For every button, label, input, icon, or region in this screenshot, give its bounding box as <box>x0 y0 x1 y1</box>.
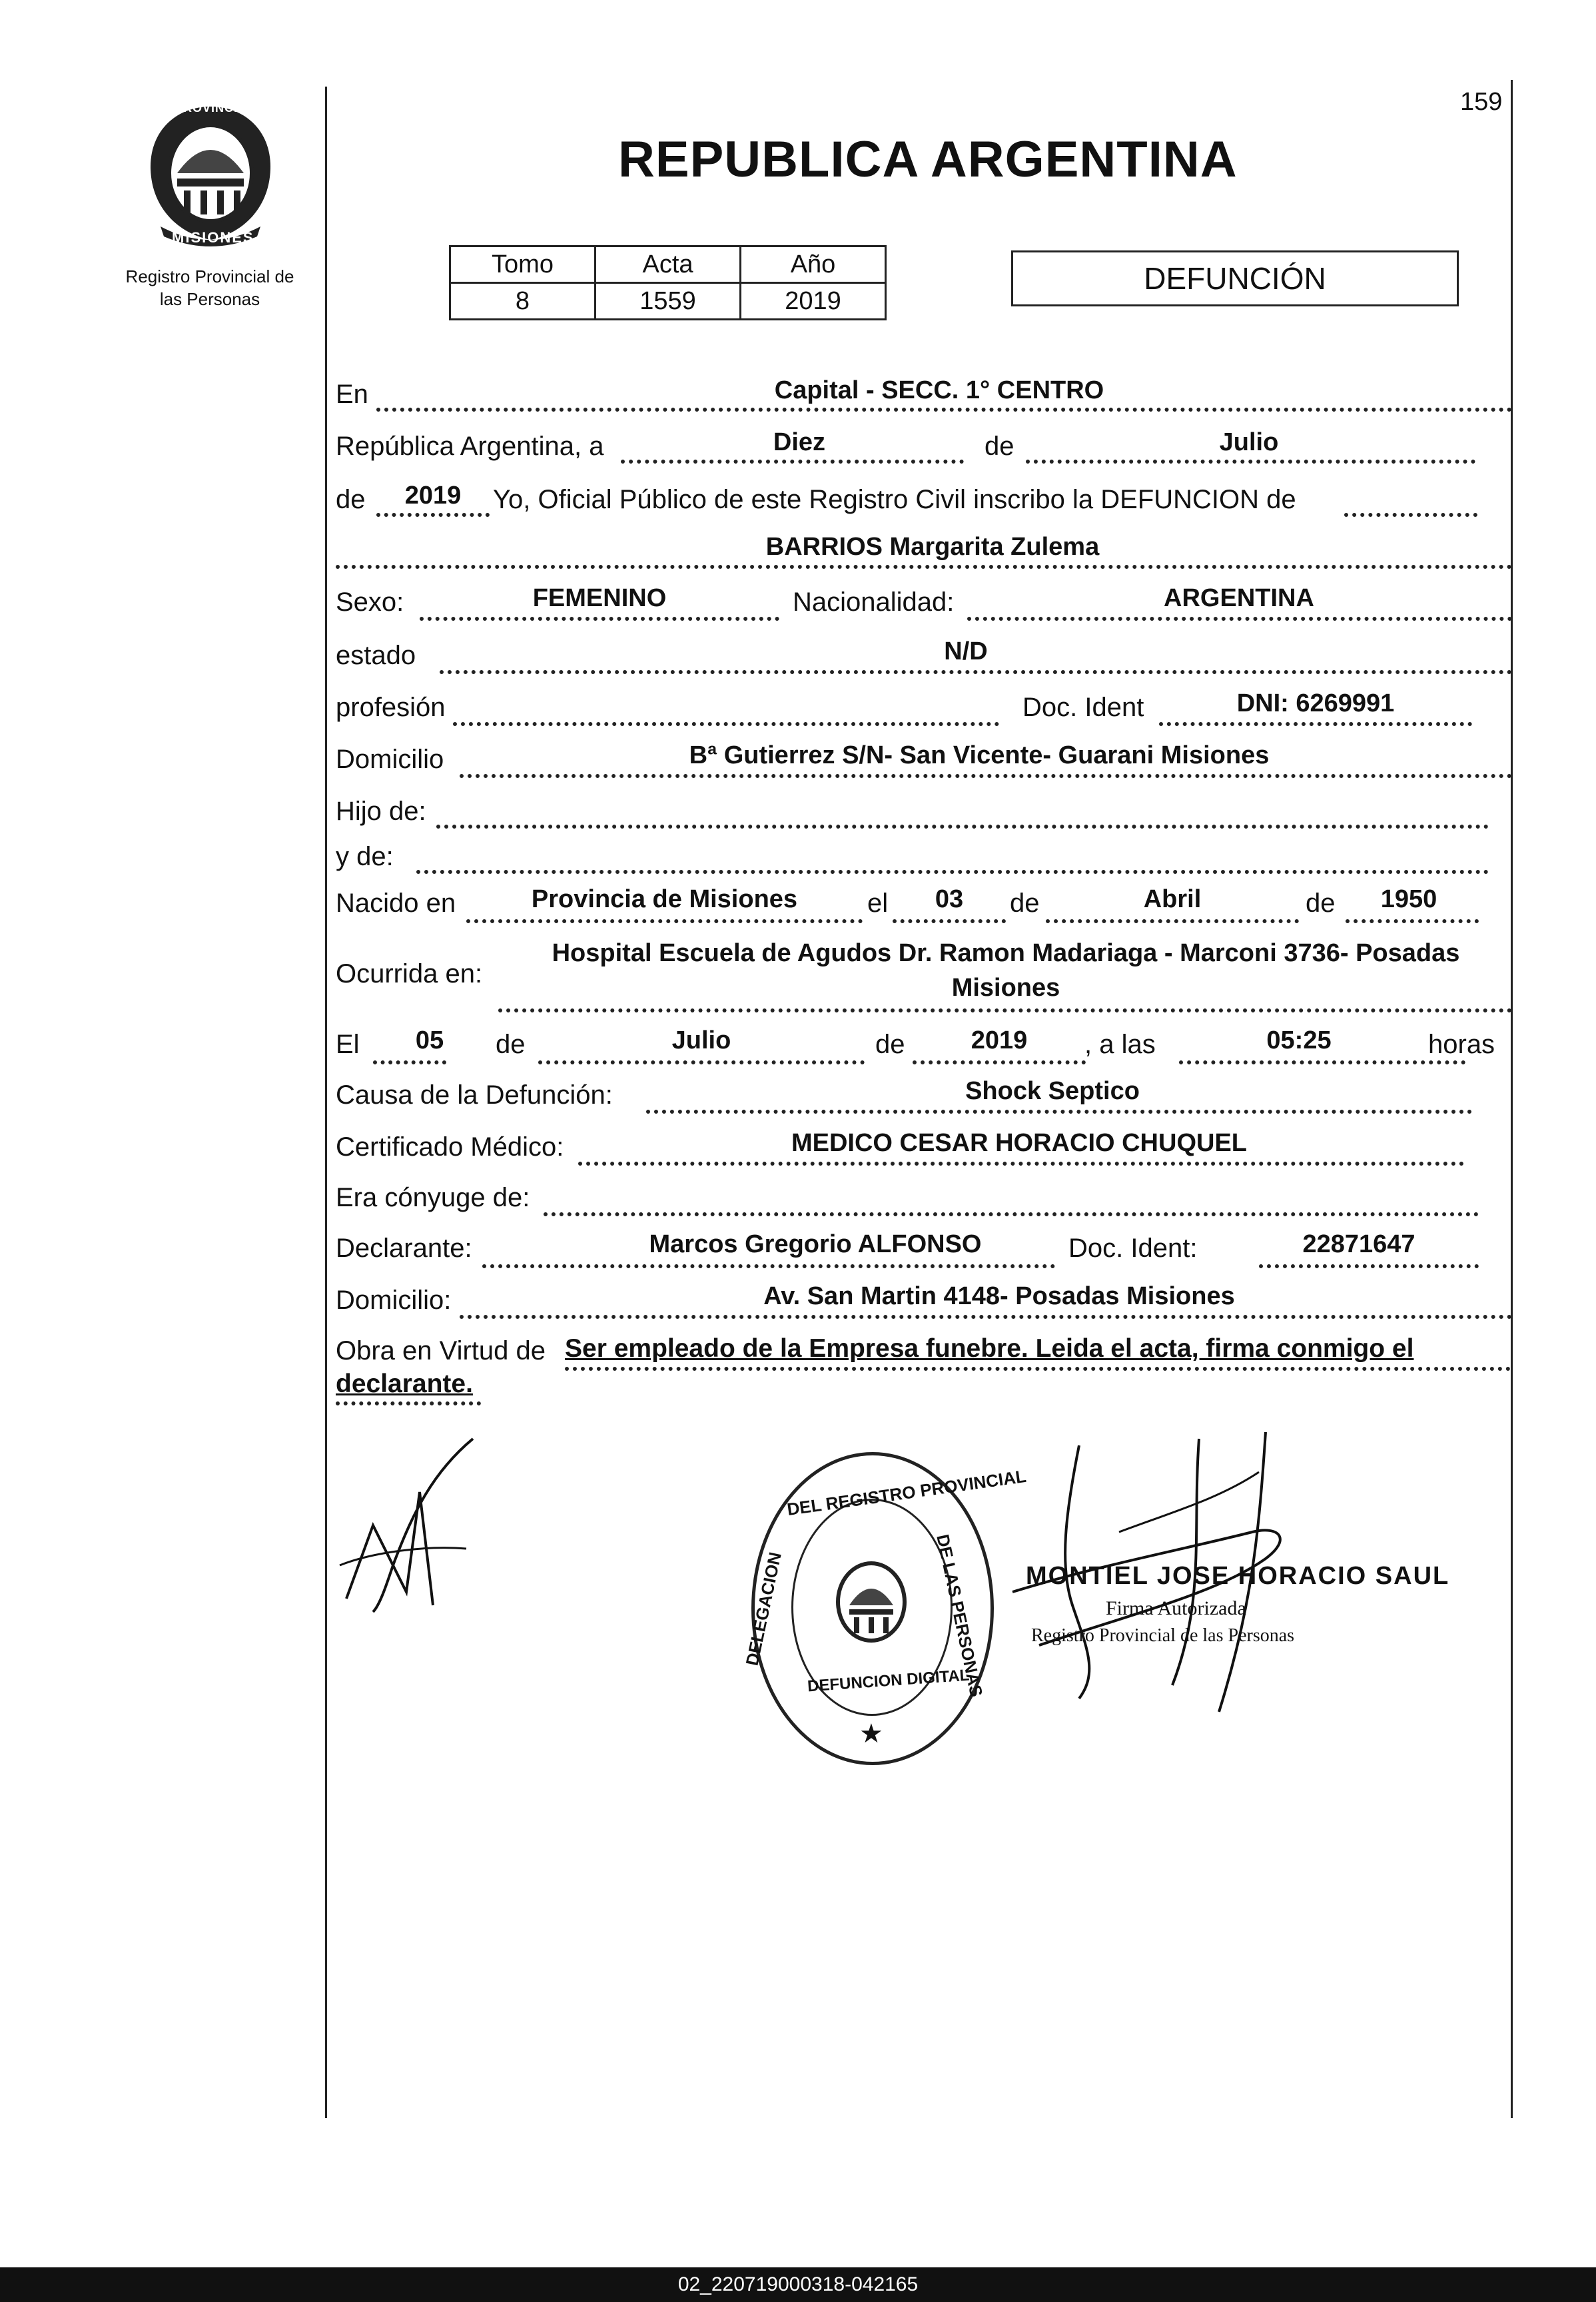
death-time-value: 05:25 <box>1266 1026 1332 1054</box>
obra-line2: declarante. <box>336 1369 473 1398</box>
dotted-line <box>578 1162 1464 1166</box>
dotted-line <box>967 617 1512 621</box>
record-table <box>449 245 887 320</box>
anio-header: Año <box>741 246 886 283</box>
dotted-line <box>336 1401 481 1405</box>
dotted-line <box>1179 1060 1465 1064</box>
el-label: el <box>867 889 889 918</box>
yde-label: y de: <box>336 842 394 871</box>
declarante-label: Declarante: <box>336 1234 472 1263</box>
dotted-line <box>466 919 863 923</box>
logo-top-text: PROVINCIA DE <box>175 101 269 115</box>
horas-label: horas <box>1428 1030 1495 1059</box>
stamp-emblem-icon <box>833 1559 910 1645</box>
causa-value: Shock Septico <box>965 1077 1140 1105</box>
dotted-line <box>1159 722 1472 726</box>
stamp-left-text: DELEGACION <box>741 1550 785 1668</box>
certificado-value: MEDICO CESAR HORACIO CHUQUEL <box>791 1129 1248 1157</box>
nacionalidad-value: ARGENTINA <box>1164 584 1314 612</box>
dotted-line <box>1026 460 1475 464</box>
dotted-line <box>436 825 1489 829</box>
official-name: MONTIEL JOSE HORACIO SAUL <box>1026 1562 1450 1590</box>
dotted-line <box>420 617 779 621</box>
stamp-star-icon: ★ <box>859 1719 883 1748</box>
dotted-line <box>376 513 490 517</box>
ocurrida-line1: Hospital Escuela de Agudos Dr. Ramon Madariaga - Marconi 3736- Posadas <box>552 939 1460 967</box>
de-label: de <box>875 1030 905 1059</box>
ocurrida-line2: Misiones <box>951 974 1060 1002</box>
certificado-label: Certificado Médico: <box>336 1132 564 1162</box>
doc-ident-label: Doc. Ident <box>1022 693 1144 722</box>
de-label: de <box>496 1030 526 1059</box>
birthplace-value: Provincia de Misiones <box>531 885 798 913</box>
de-label: de <box>1306 889 1336 918</box>
ocurrida-label: Ocurrida en: <box>336 959 483 988</box>
stamp-right-text: DE LAS PERSONAS <box>933 1532 987 1699</box>
sexo-label: Sexo: <box>336 587 404 617</box>
death-month-value: Julio <box>671 1026 731 1054</box>
alas-label: , a las <box>1084 1030 1156 1059</box>
sexo-value: FEMENINO <box>532 584 667 612</box>
doc2-label: Doc. Ident: <box>1068 1234 1198 1263</box>
stamp-inner-text: DEFUNCION DIGITAL <box>807 1666 971 1696</box>
dotted-line <box>893 919 1006 923</box>
dotted-line <box>646 1110 1472 1114</box>
declarante-value: Marcos Gregorio ALFONSO <box>649 1230 982 1258</box>
official-title: Firma Autorizada <box>1106 1597 1246 1619</box>
statement-text: Yo, Oficial Público de este Registro Civil inscribo la DEFUNCION de <box>493 485 1296 514</box>
dotted-line <box>376 408 1512 412</box>
month-record-value: Julio <box>1219 428 1279 456</box>
dotted-line <box>460 774 1512 778</box>
anio-value: 2019 <box>741 283 886 320</box>
dotted-line <box>453 722 999 726</box>
dotted-line <box>538 1060 865 1064</box>
obra-label: Obra en Virtud de <box>336 1336 546 1365</box>
el2-label: El <box>336 1030 360 1059</box>
obra-line1: Ser empleado de la Empresa funebre. Leida el acta, firma conmigo el <box>565 1334 1414 1363</box>
place-value: Capital - SECC. 1° CENTRO <box>774 376 1104 404</box>
hijo-label: Hijo de: <box>336 797 426 826</box>
conyuge-label: Era cónyuge de: <box>336 1183 530 1212</box>
official-registry: Registro Provincial de las Personas <box>1031 1625 1295 1646</box>
dotted-line <box>440 670 1512 674</box>
nacido-label: Nacido en <box>336 889 456 918</box>
left-margin-line <box>325 87 327 2118</box>
death-year-value: 2019 <box>971 1026 1028 1054</box>
birth-month-value: Abril <box>1143 885 1202 913</box>
estado-label: estado <box>336 641 416 670</box>
document-type: DEFUNCIÓN <box>1011 250 1459 306</box>
tomo-header: Tomo <box>450 246 596 283</box>
nacionalidad-label: Nacionalidad: <box>793 587 955 617</box>
birth-year-value: 1950 <box>1380 885 1437 913</box>
year-record-value: 2019 <box>404 482 462 510</box>
domicilio-label: Domicilio <box>336 745 444 774</box>
dotted-line <box>416 870 1489 874</box>
deceased-name-value: BARRIOS Margarita Zulema <box>765 533 1100 561</box>
dotted-line <box>565 1367 1511 1371</box>
dotted-line <box>621 460 964 464</box>
de-label: de <box>1010 889 1040 918</box>
declarant-signature-icon <box>333 1432 493 1619</box>
dotted-line <box>1344 513 1477 517</box>
de-label: de <box>985 432 1014 461</box>
dotted-line <box>1259 1264 1479 1268</box>
page-title: REPUBLICA ARGENTINA <box>618 131 1238 188</box>
stamp-top-text: DEL REGISTRO PROVINCIAL <box>785 1465 1028 1520</box>
doc2-value: 22871647 <box>1302 1230 1415 1258</box>
dotted-line <box>482 1264 1055 1268</box>
domicilio-value: Bª Gutierrez S/N- San Vicente- Guarani Misiones <box>689 741 1270 769</box>
dotted-line <box>460 1315 1512 1319</box>
dotted-line <box>1346 919 1479 923</box>
estado-value: N/D <box>944 637 988 665</box>
right-margin-line <box>1511 80 1513 2118</box>
profesion-label: profesión <box>336 693 446 722</box>
dotted-line <box>913 1060 1086 1064</box>
dotted-line <box>336 565 1512 569</box>
acta-value: 1559 <box>596 283 741 320</box>
tomo-value: 8 <box>450 283 596 320</box>
day-words-value: Diez <box>773 428 826 456</box>
page-number: 159 <box>1460 88 1503 116</box>
logo-bottom-text: MISIONES <box>172 229 254 246</box>
dotted-line <box>498 1008 1512 1012</box>
domicilio2-label: Domicilio: <box>336 1286 452 1315</box>
registry-caption: Registro Provincial de las Personas <box>125 266 294 309</box>
footer-code: 02_220719000318-042165 <box>0 2267 1596 2302</box>
en-label: En <box>336 380 368 409</box>
causa-label: Causa de la Defunción: <box>336 1080 613 1110</box>
domicilio2-value: Av. San Martin 4148- Posadas Misiones <box>763 1282 1235 1310</box>
acta-header: Acta <box>596 246 741 283</box>
dotted-line <box>1046 919 1299 923</box>
birth-day-value: 03 <box>935 885 964 913</box>
dotted-line <box>544 1212 1479 1216</box>
dotted-line <box>373 1060 446 1064</box>
de-label: de <box>336 485 366 514</box>
death-day-value: 05 <box>415 1026 444 1054</box>
doc-ident-value: DNI: 6269991 <box>1236 689 1395 717</box>
republica-label: República Argentina, a <box>336 432 604 461</box>
